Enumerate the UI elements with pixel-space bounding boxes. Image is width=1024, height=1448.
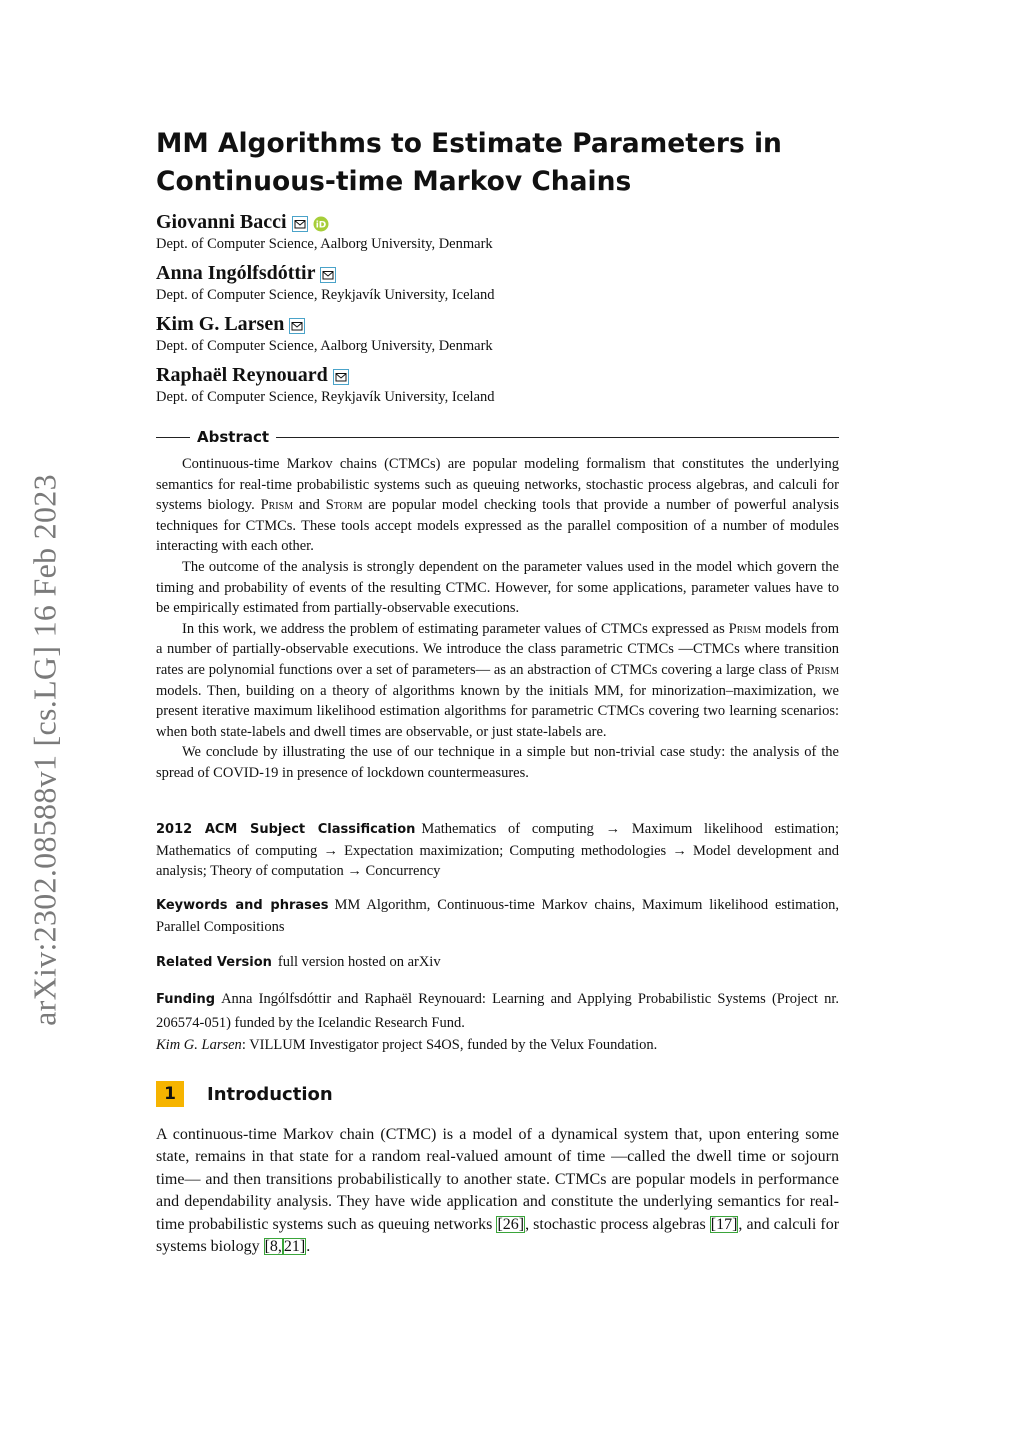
author-affiliation: Dept. of Computer Science, Aalborg University, Denmark bbox=[156, 236, 493, 252]
title-line-2: Continuous-time Markov Chains bbox=[156, 166, 632, 197]
citation-link[interactable]: [8, bbox=[264, 1238, 282, 1256]
mail-icon[interactable] bbox=[333, 367, 349, 383]
prism-tool-name: Prism bbox=[806, 661, 839, 678]
abstract-heading-rule bbox=[156, 428, 839, 446]
section-number-badge: 1 bbox=[156, 1081, 184, 1107]
author-name: Raphaël Reynouard bbox=[156, 363, 495, 387]
author-affiliation: Dept. of Computer Science, Aalborg University, Denmark bbox=[156, 338, 493, 354]
funding-label: Funding bbox=[156, 992, 216, 1007]
rule-left bbox=[156, 437, 190, 438]
abstract-body bbox=[156, 454, 839, 784]
keywords-label: Keywords and phrases bbox=[156, 898, 329, 913]
author-block-ingolfsdottir bbox=[156, 261, 495, 305]
abstract-heading: Abstract bbox=[197, 428, 270, 446]
mail-icon[interactable] bbox=[320, 265, 336, 281]
abstract-paragraph: Continuous-time Markov chains (CTMCs) are popular modeling formalism that constitutes the underlying semantics for real-time probabilistic systems such as queuing networks, stochastic process algebras, and calculi for systems biology. Prism and Storm are popular model checking tools that provide a number of powerful analysis techniques for CTMCs. These tools accept models expressed as the parallel composition of a number of modules interacting with each other. bbox=[156, 456, 840, 555]
intro-paragraph: A continuous-time Markov chain (CTMC) is a model of a dynamical system that, upon entering some state, remains in that state for a random real-valued amount of time —called the dwell time or sojourn time— and then transitions probabilistically to another state. CTMCs are popular models in performance and dependability analysis. They have wide application and constitute the underlying semantics for real-time probabilistic systems such as queuing networks [26], stochastic process algebras [17], and calculi for systems biology [8, 21]. bbox=[156, 1126, 840, 1256]
citation-link[interactable]: 21] bbox=[283, 1238, 306, 1256]
related-label: Related Version bbox=[156, 955, 272, 970]
related-version bbox=[156, 952, 839, 974]
title-line-1: MM Algorithms to Estimate Parameters in bbox=[156, 128, 782, 159]
author-block-larsen bbox=[156, 312, 493, 356]
funding-text: Anna Ingólfsdóttir and Raphaël Reynouard: Learning and Applying Probabilistic Systems (Project nr. 206574-051) funded by the Icelandic Research Fund. bbox=[156, 991, 839, 1031]
acm-label: 2012 ACM Subject Classification bbox=[156, 822, 416, 837]
paper-title bbox=[156, 125, 856, 201]
author-block-bacci bbox=[156, 210, 493, 254]
abstract-paragraph: The outcome of the analysis is strongly dependent on the parameter values used in the model which govern the timing and probability of events of the resulting CTMC. However, for some applications, parameter values have to be empirically estimated from partially-observable executions. bbox=[156, 558, 839, 617]
funding bbox=[156, 988, 839, 1057]
section-heading bbox=[156, 1081, 333, 1107]
author-name: Kim G. Larsen bbox=[156, 312, 493, 336]
citation-link[interactable]: [17] bbox=[710, 1215, 738, 1233]
funding-text: : VILLUM Investigator project S4OS, funded by the Velux Foundation. bbox=[241, 1037, 658, 1053]
prism-tool-name: Prism bbox=[260, 497, 294, 514]
orcid-icon[interactable] bbox=[313, 214, 329, 230]
introduction-body bbox=[156, 1124, 839, 1258]
keywords-text: MM Algorithm, Continuous-time Markov chains, Maximum likelihood estimation, Parallel Compositions bbox=[156, 897, 840, 935]
arxiv-watermark: arXiv:2302.08588v1 [cs.LG] 16 Feb 2023 bbox=[26, 474, 63, 1026]
funding-kim-name: Kim G. Larsen bbox=[156, 1037, 242, 1053]
related-link[interactable]: full version hosted on arXiv bbox=[277, 954, 441, 970]
rule-right bbox=[276, 437, 839, 438]
author-affiliation: Dept. of Computer Science, Reykjavík University, Iceland bbox=[156, 389, 495, 405]
abstract-paragraph: In this work, we address the problem of estimating parameter values of CTMCs expressed as Prism models from a number of partially-observable executions. We introduce the class parametric CTMCs —CTMCs where transition rates are polynomial functions over a set of parameters— as an abstraction of CTMCs covering a large class of Prism models. Then, building on a theory of algorithms known by the initials MM, for minorization–maximization, we present iterative maximum likelihood estimation algorithms for parametric CTMCs covering two learning scenarios: when both state-labels and dwell times are observable, or just state-labels are. bbox=[156, 620, 840, 740]
storm-tool-name: Storm bbox=[325, 497, 363, 514]
svg-text:iD: iD bbox=[315, 220, 326, 231]
author-name: Giovanni Bacci iD bbox=[156, 210, 493, 234]
acm-text: Mathematics of computing → Maximum likelihood estimation; Mathematics of computing → Expectation maximization; Computing methodologies → Model development and analysis; Theory of computation → Concurrency bbox=[156, 821, 839, 879]
keywords bbox=[156, 895, 839, 937]
citation-link[interactable]: [26] bbox=[497, 1215, 525, 1233]
prism-tool-name: Prism bbox=[728, 620, 762, 637]
author-name: Anna Ingólfsdóttir bbox=[156, 261, 495, 285]
mail-icon[interactable] bbox=[289, 316, 305, 332]
section-title: Introduction bbox=[207, 1083, 333, 1105]
mail-icon[interactable] bbox=[292, 214, 308, 230]
author-block-reynouard bbox=[156, 363, 495, 407]
acm-classification bbox=[156, 819, 839, 882]
abstract-paragraph: We conclude by illustrating the use of our technique in a simple but non-trivial case study: the analysis of the spread of COVID-19 in presence of lockdown countermeasures. bbox=[156, 744, 839, 781]
author-affiliation: Dept. of Computer Science, Reykjavík University, Iceland bbox=[156, 287, 495, 303]
